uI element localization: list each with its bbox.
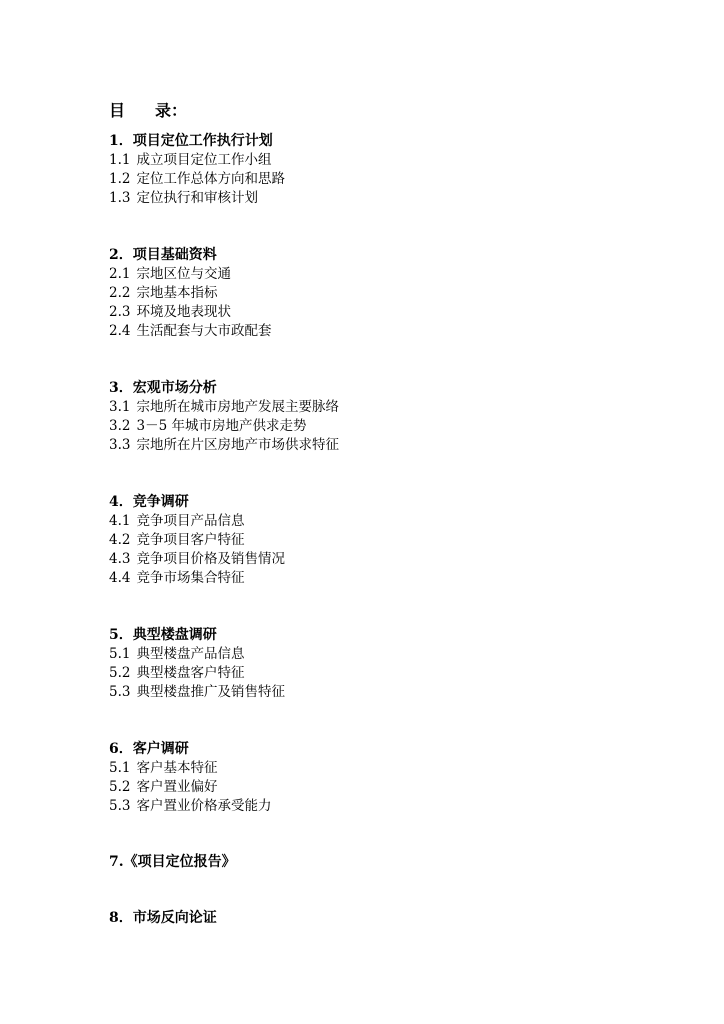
item-number: 2.3 — [109, 304, 131, 320]
item-text: 定位执行和审核计划 — [136, 190, 258, 206]
section-8 — [109, 908, 217, 928]
item-number: 2.4 — [109, 323, 131, 339]
item-number: 3.1 — [109, 399, 131, 415]
item-text: 客户置业价格承受能力 — [136, 798, 272, 814]
item-text: 宗地基本指标 — [136, 285, 218, 301]
item-text: 竞争项目价格及销售情况 — [136, 551, 285, 567]
toc-heading-right: 录： — [155, 101, 188, 120]
section-3 — [109, 378, 339, 455]
item-text: 生活配套与大市政配套 — [136, 323, 272, 339]
toc-heading — [109, 98, 187, 121]
item-number: 3.2 — [109, 418, 131, 434]
item-number: 2.2 — [109, 285, 131, 301]
item-text: 环境及地表现状 — [136, 304, 231, 320]
item-number: 4.2 — [109, 532, 131, 548]
item-text: 客户基本特征 — [136, 760, 218, 776]
item-number: 5.1 — [109, 646, 131, 662]
section-title: 4．竞争调研 — [109, 494, 189, 510]
list-item — [109, 303, 271, 322]
item-number: 1.3 — [109, 190, 131, 206]
section-title: 2．项目基础资料 — [109, 247, 217, 263]
list-item — [109, 683, 285, 702]
item-text: 典型楼盘推广及销售特征 — [136, 684, 285, 700]
section-7 — [109, 852, 236, 872]
list-item — [109, 322, 271, 341]
item-text: 客户置业偏好 — [136, 779, 218, 795]
list-item — [109, 569, 285, 588]
item-number: 1.1 — [109, 152, 131, 168]
item-text: 宗地所在片区房地产市场供求特征 — [136, 437, 339, 453]
item-text: 成立项目定位工作小组 — [136, 152, 272, 168]
item-text: 3－5 年城市房地产供求走势 — [136, 418, 307, 434]
list-item — [109, 398, 339, 417]
section-5 — [109, 625, 285, 702]
item-number: 5.3 — [109, 798, 131, 814]
item-number: 4.4 — [109, 570, 131, 586]
section-6 — [109, 739, 271, 816]
list-item — [109, 436, 339, 455]
list-item — [109, 512, 285, 531]
item-number: 2.1 — [109, 266, 131, 282]
list-item — [109, 664, 285, 683]
item-text: 竞争市场集合特征 — [136, 570, 245, 586]
item-text: 竞争项目产品信息 — [136, 513, 245, 529]
list-item — [109, 550, 285, 569]
list-item — [109, 759, 271, 778]
item-text: 典型楼盘产品信息 — [136, 646, 245, 662]
item-text: 竞争项目客户特征 — [136, 532, 245, 548]
item-number: 1.2 — [109, 171, 131, 187]
section-title: 5．典型楼盘调研 — [109, 627, 217, 643]
section-title: 7.《项目定位报告》 — [109, 854, 236, 870]
section-4 — [109, 492, 285, 588]
toc-heading-left: 目 — [109, 101, 126, 120]
section-title: 6．客户调研 — [109, 741, 189, 757]
list-item — [109, 170, 285, 189]
item-number: 4.3 — [109, 551, 131, 567]
item-text: 定位工作总体方向和思路 — [136, 171, 285, 187]
section-title: 8．市场反向论证 — [109, 910, 217, 926]
item-number: 4.1 — [109, 513, 131, 529]
list-item — [109, 531, 285, 550]
list-item — [109, 284, 271, 303]
item-text: 典型楼盘客户特征 — [136, 665, 245, 681]
section-1 — [109, 131, 285, 208]
list-item — [109, 417, 339, 436]
section-title: 1．项目定位工作执行计划 — [109, 133, 273, 149]
item-text: 宗地所在城市房地产发展主要脉络 — [136, 399, 339, 415]
list-item — [109, 778, 271, 797]
item-text: 宗地区位与交通 — [136, 266, 231, 282]
list-item — [109, 265, 271, 284]
item-number: 5.3 — [109, 684, 131, 700]
item-number: 3.3 — [109, 437, 131, 453]
section-title: 3．宏观市场分析 — [109, 380, 217, 396]
item-number: 5.1 — [109, 760, 131, 776]
list-item — [109, 151, 285, 170]
list-item — [109, 645, 285, 664]
list-item — [109, 189, 285, 208]
section-2 — [109, 245, 271, 341]
item-number: 5.2 — [109, 779, 131, 795]
list-item — [109, 797, 271, 816]
item-number: 5.2 — [109, 665, 131, 681]
